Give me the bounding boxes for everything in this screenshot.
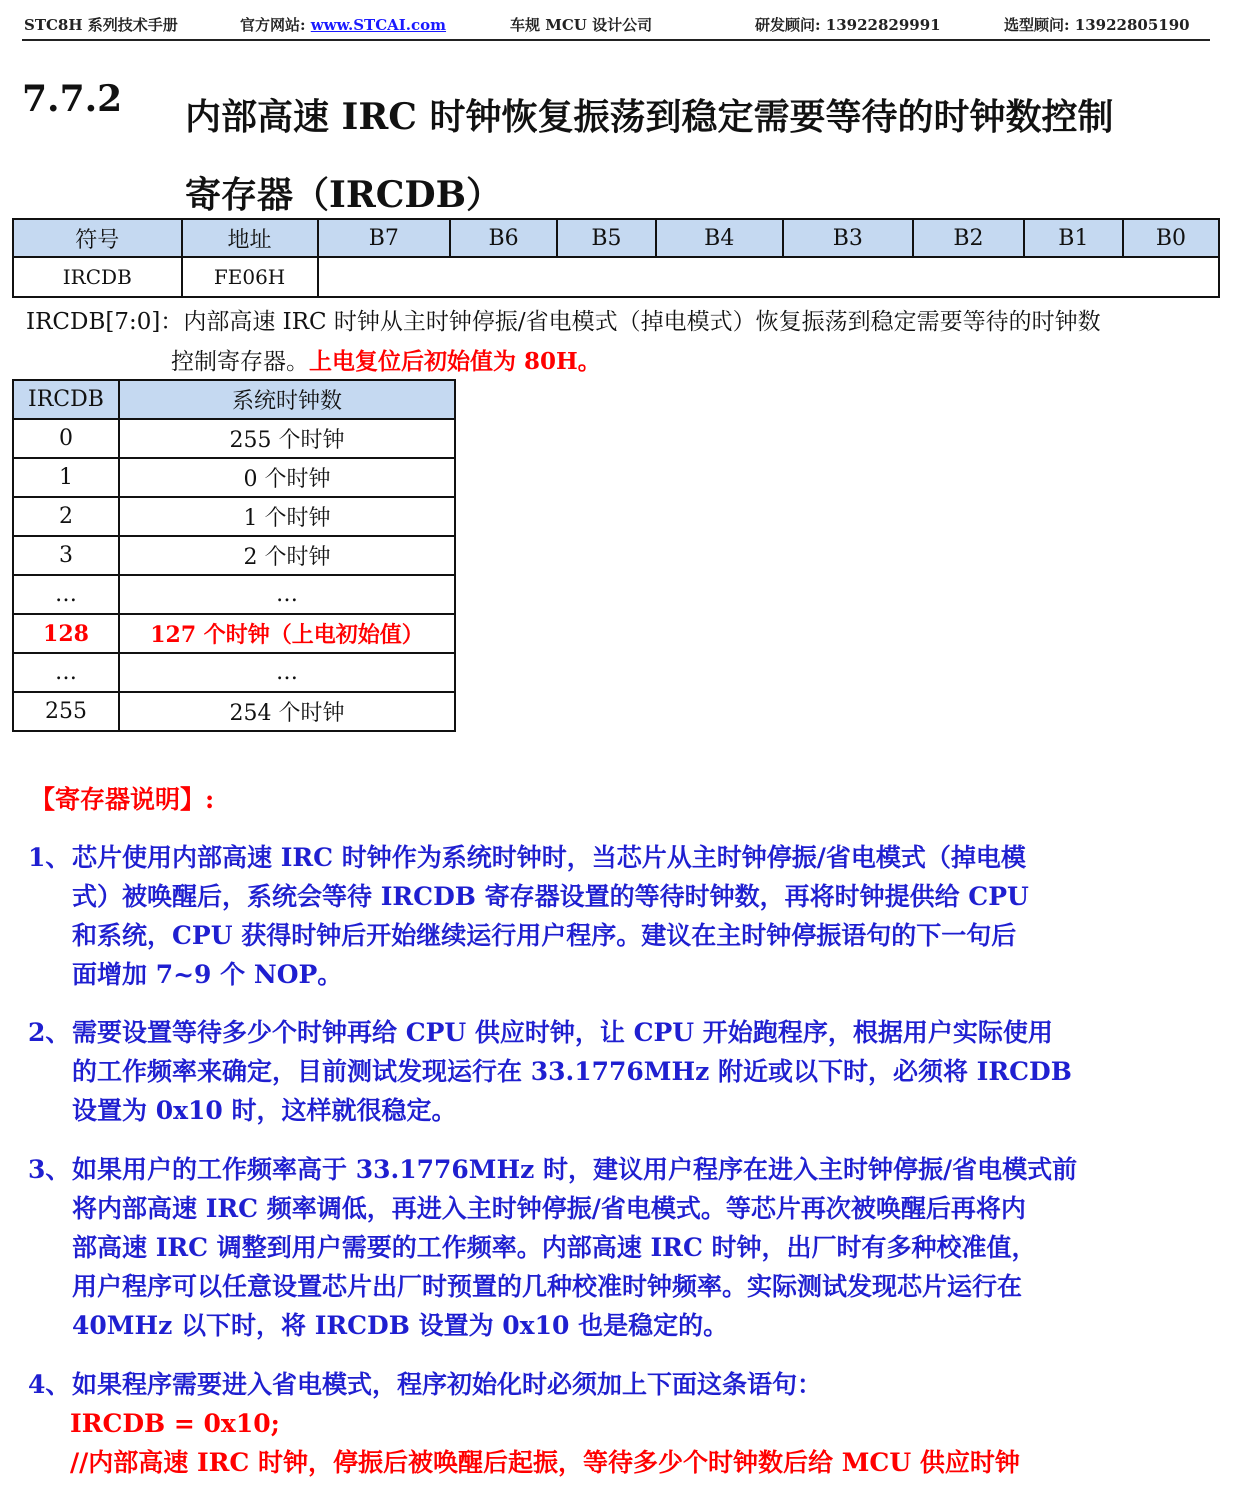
official-site	[240, 14, 446, 35]
note-text: 和系统，CPU 获得时钟后开始继续运行用户程序。建议在主时钟停振语句的下一句后	[72, 921, 1017, 950]
note-item-3	[28, 1150, 1208, 1345]
note-item-2	[28, 1013, 1208, 1130]
table-row-highlight	[13, 614, 455, 653]
field-description	[26, 303, 1216, 382]
description-line1	[26, 303, 1216, 342]
note-line	[28, 1013, 1208, 1052]
description-text2: 控制寄存器。	[171, 349, 309, 375]
table-cell: 0	[13, 419, 119, 458]
note-text: 面增加 7~9 个 NOP。	[72, 960, 343, 989]
note-line	[28, 838, 1208, 877]
table-row	[13, 692, 455, 731]
header-cell: B0	[1123, 219, 1219, 257]
table-cell: 1	[13, 458, 119, 497]
register-table-header	[13, 219, 1219, 257]
header-cell: B6	[450, 219, 557, 257]
header-cell: 系统时钟数	[119, 380, 455, 419]
table-row	[13, 653, 455, 692]
table-row	[13, 419, 455, 458]
value-table	[12, 379, 456, 732]
header-cell: B4	[656, 219, 783, 257]
sales-contact: 选型顾问: 13922805190	[1004, 16, 1190, 34]
table-row	[13, 575, 455, 614]
note-item-1	[28, 838, 1208, 994]
table-row	[13, 536, 455, 575]
table-cell: 128	[13, 614, 119, 653]
note-number: 4、	[28, 1370, 71, 1399]
header-cell: B7	[318, 219, 451, 257]
site-link[interactable]: www.STCAI.com	[310, 16, 447, 34]
code-comment: //内部高速 IRC 时钟，停振后被唤醒后起振，等待多少个时钟数后给 MCU 供应时钟	[70, 1448, 1020, 1477]
note-text: 将内部高速 IRC 频率调低，再进入主时钟停振/省电模式。等芯片再次被唤醒后再将内	[72, 1194, 1026, 1223]
register-address: FE06H	[182, 257, 318, 297]
header-cell: B3	[783, 219, 914, 257]
note-text: 如果程序需要进入省电模式，程序初始化时必须加上下面这条语句：	[72, 1370, 823, 1399]
table-cell: 2 个时钟	[119, 536, 455, 575]
description-text1: 内部高速 IRC 时钟从主时钟停振/省电模式（掉电模式）恢复振荡到稳定需要等待的时钟数	[183, 309, 1101, 335]
note-text: 的工作频率来确定，目前测试发现运行在 33.1776MHz 附近或以下时，必须将 IRCDB	[72, 1057, 1072, 1086]
header-cell: IRCDB	[13, 380, 119, 419]
note-text: 需要设置等待多少个时钟再给 CPU 供应时钟，让 CPU 开始跑程序，根据用户实际使用	[72, 1018, 1053, 1047]
table-row	[13, 458, 455, 497]
table-cell: …	[119, 653, 455, 692]
table-cell: 127 个时钟（上电初始值）	[119, 614, 455, 653]
header-cell: B5	[557, 219, 656, 257]
table-cell: 255 个时钟	[119, 419, 455, 458]
notes-heading: 【寄存器说明】:	[30, 785, 215, 814]
field-name: IRCDB[7:0]：	[26, 309, 184, 335]
note-number: 1、	[28, 843, 71, 872]
note-line	[28, 1365, 1208, 1404]
site-label: 官方网站:	[240, 16, 311, 34]
register-symbol: IRCDB	[13, 257, 182, 297]
table-cell: 2	[13, 497, 119, 536]
code-statement: IRCDB = 0x10;	[70, 1409, 280, 1438]
table-cell: 0 个时钟	[119, 458, 455, 497]
header-cell: 地址	[182, 219, 318, 257]
table-cell: …	[13, 575, 119, 614]
page-header	[22, 10, 1210, 41]
note-text: 部高速 IRC 调整到用户需要的工作频率。内部高速 IRC 时钟，出厂时有多种校准值，	[72, 1233, 1037, 1262]
note-text: 芯片使用内部高速 IRC 时钟作为系统时钟时，当芯片从主时钟停振/省电模式（掉电模	[72, 843, 1026, 872]
note-text: 40MHz 以下时，将 IRCDB 设置为 0x10 也是稳定的。	[72, 1311, 729, 1340]
reset-note: 上电复位后初始值为 80H。	[309, 348, 601, 375]
table-cell: 255	[13, 692, 119, 731]
note-text: 如果用户的工作频率高于 33.1776MHz 时，建议用户程序在进入主时钟停振/省电模式前	[72, 1155, 1078, 1184]
note-text: 用户程序可以任意设置芯片出厂时预置的几种校准时钟频率。实际测试发现芯片运行在	[72, 1272, 1023, 1301]
section-number: 7.7.2	[22, 78, 123, 120]
rd-contact: 研发顾问: 13922829991	[755, 16, 941, 34]
section-title-line1: 内部高速 IRC 时钟恢复振荡到稳定需要等待的时钟数控制	[185, 96, 1114, 138]
register-table-row	[13, 257, 1219, 297]
description-line2	[26, 342, 1216, 382]
table-cell: 3	[13, 536, 119, 575]
section-title-line2: 寄存器（IRCDB）	[185, 174, 503, 216]
note-item-4	[28, 1365, 1208, 1404]
section-title	[185, 78, 1215, 234]
company-tagline: 车规 MCU 设计公司	[510, 16, 653, 34]
table-row	[13, 497, 455, 536]
header-cell: 符号	[13, 219, 182, 257]
register-table	[12, 218, 1220, 298]
note-text: 式）被唤醒后，系统会等待 IRCDB 寄存器设置的等待时钟数，再将时钟提供给 CPU	[72, 882, 1029, 911]
header-cell: B2	[913, 219, 1024, 257]
table-cell: …	[13, 653, 119, 692]
manual-title: STC8H 系列技术手册	[24, 16, 178, 34]
note-line	[28, 1150, 1208, 1189]
note-number: 3、	[28, 1155, 71, 1184]
note-number: 2、	[28, 1018, 71, 1047]
note-text: 设置为 0x10 时，这样就很稳定。	[72, 1096, 457, 1125]
register-bits	[318, 257, 1219, 297]
table-cell: …	[119, 575, 455, 614]
value-table-header	[13, 380, 455, 419]
table-cell: 254 个时钟	[119, 692, 455, 731]
header-cell: B1	[1024, 219, 1123, 257]
table-cell: 1 个时钟	[119, 497, 455, 536]
